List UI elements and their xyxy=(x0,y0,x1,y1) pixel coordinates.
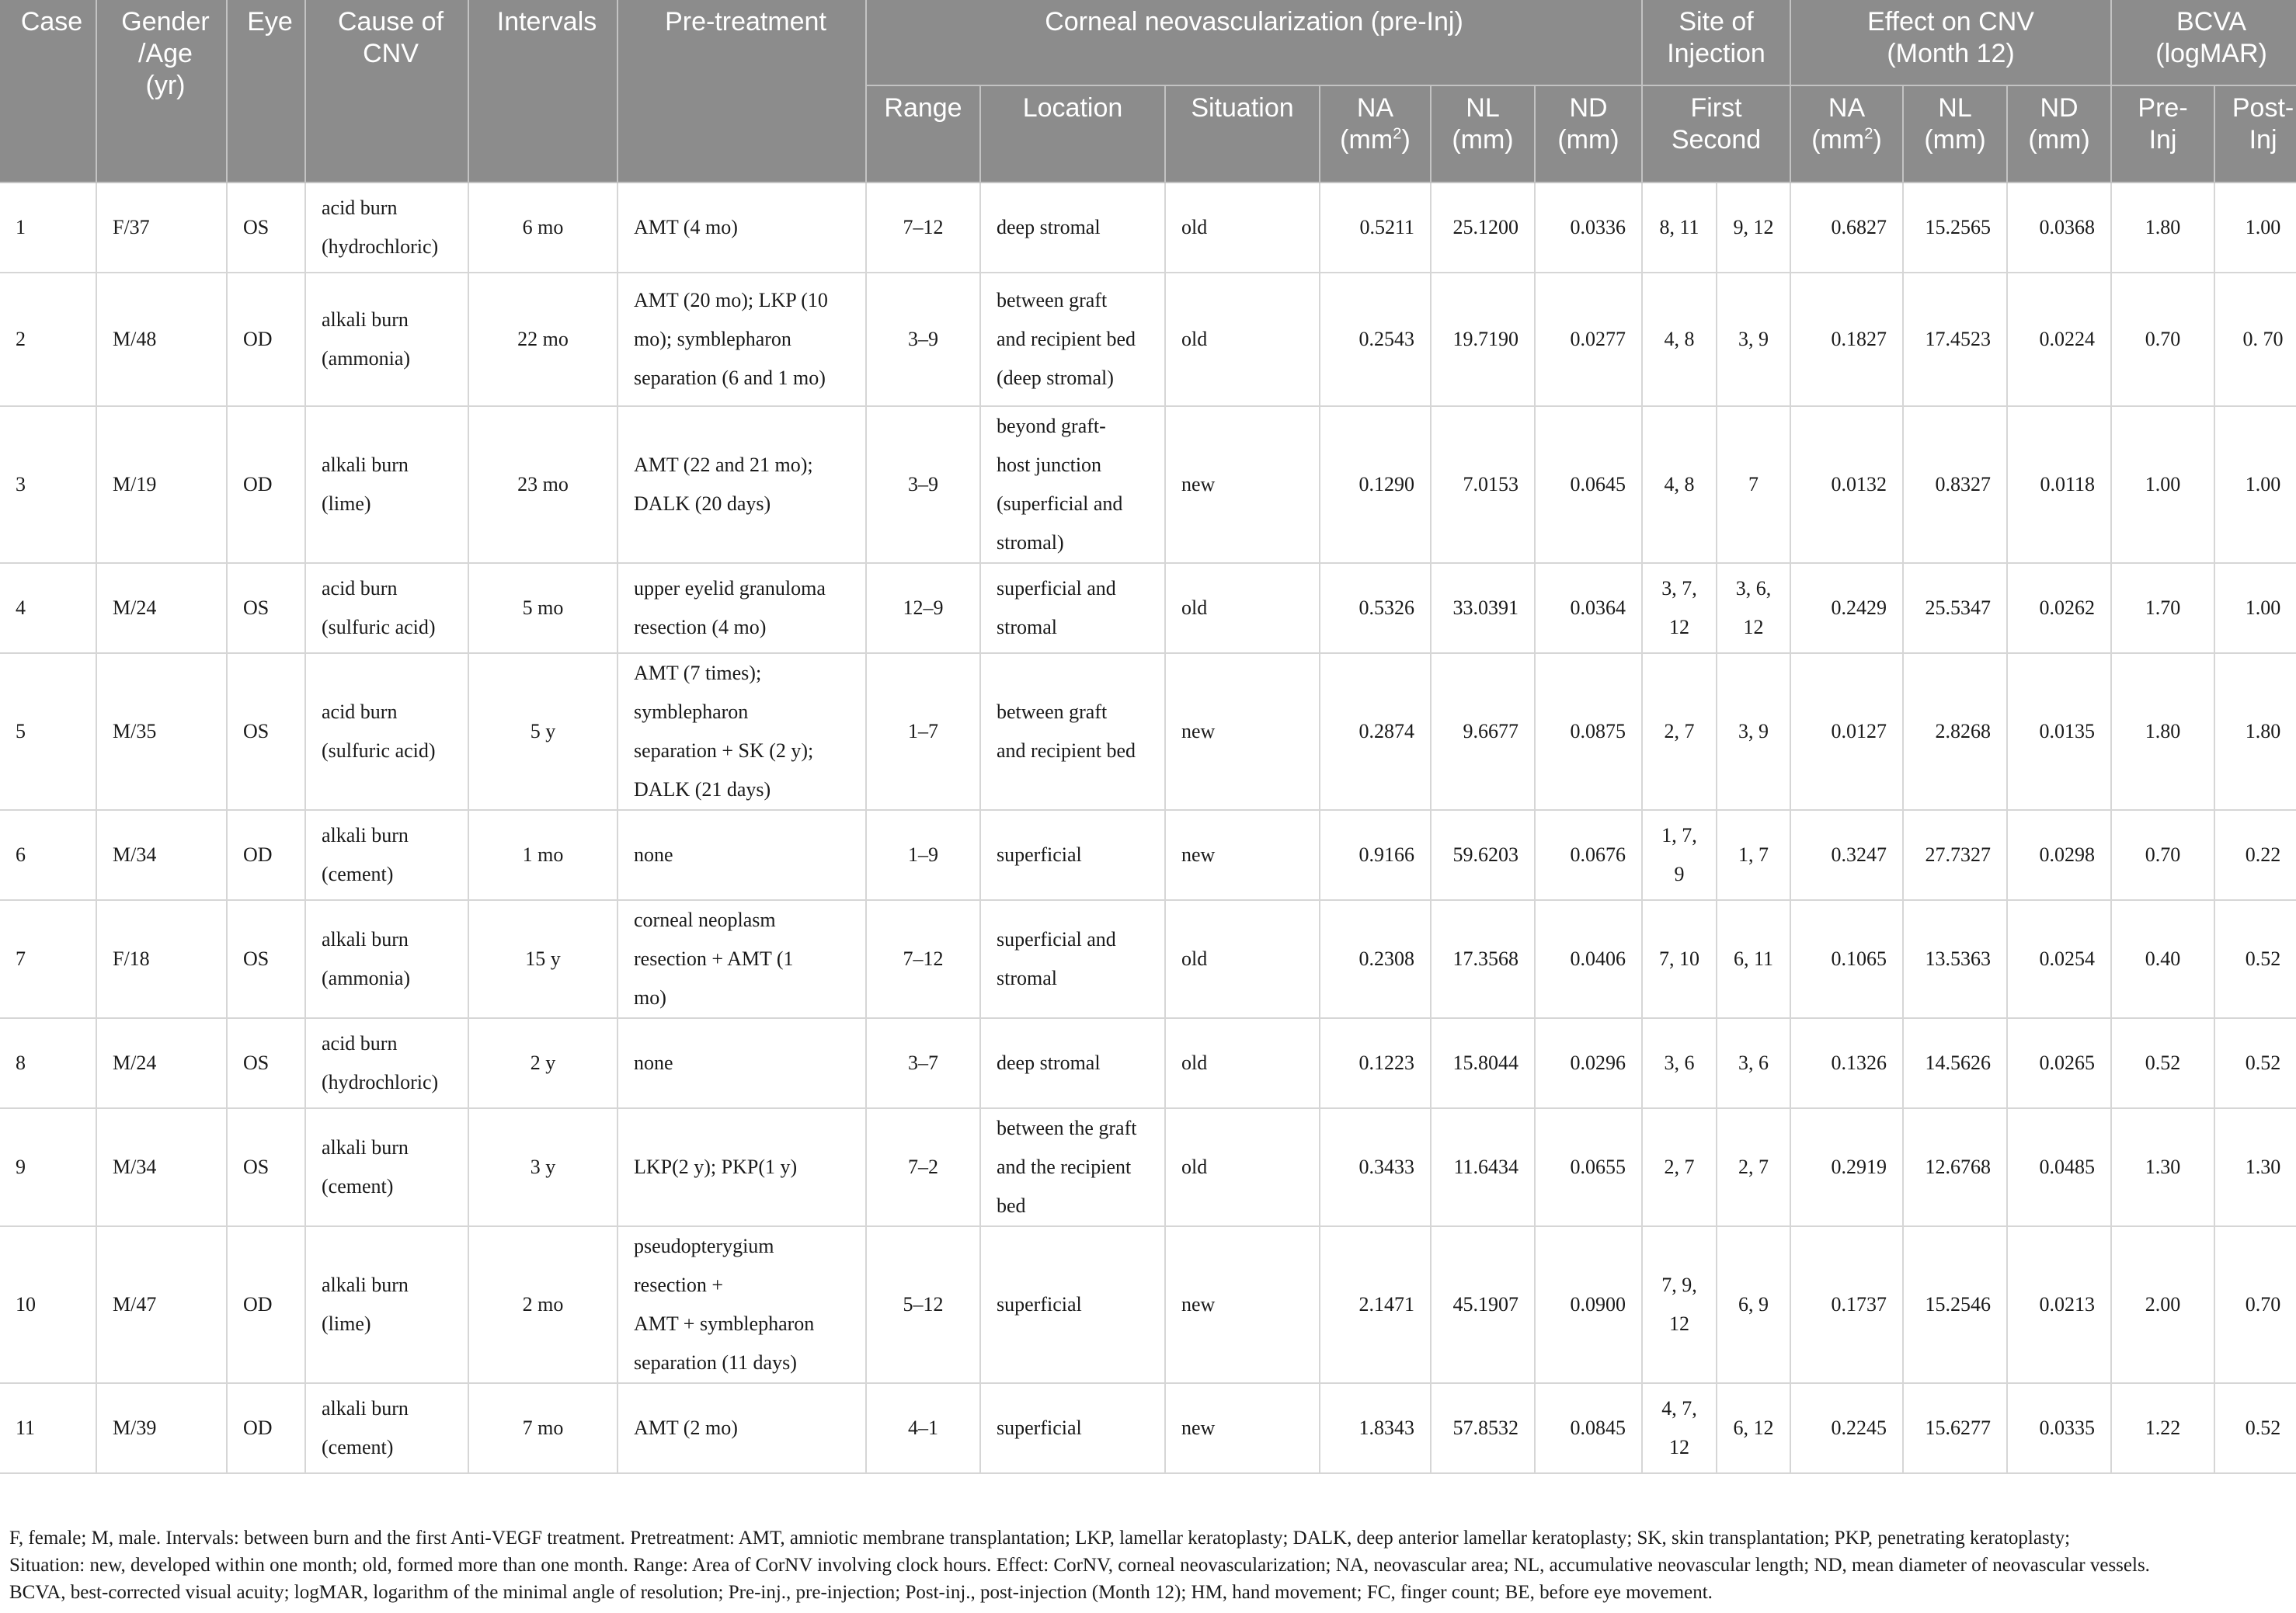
cell-location: deep stromal xyxy=(980,183,1165,273)
cell-site-second: 1, 7 xyxy=(1717,810,1790,900)
cell-situation: new xyxy=(1165,406,1320,563)
cell-pretreatment: AMT (22 and 21 mo); DALK (20 days) xyxy=(617,406,866,563)
cell-eye: OS xyxy=(227,900,305,1018)
cell-range: 5–12 xyxy=(866,1226,980,1383)
cell-nd-month12: 0.0485 xyxy=(2007,1108,2111,1226)
cell-location: superficial xyxy=(980,1383,1165,1473)
cell-site-second: 6, 12 xyxy=(1717,1383,1790,1473)
cell-eye: OD xyxy=(227,1383,305,1473)
cell-intervals: 1 mo xyxy=(468,810,617,900)
cell-case: 9 xyxy=(0,1108,96,1226)
cell-eye: OS xyxy=(227,1018,305,1108)
cell-location: between graft and recipient bed (deep stromal) xyxy=(980,273,1165,406)
cell-bcva-post: 1.00 xyxy=(2214,406,2296,563)
header-bcva: BCVA (logMAR) xyxy=(2111,0,2296,85)
cell-nl: 7.0153 xyxy=(1431,406,1535,563)
cell-na-month12: 0.2245 xyxy=(1790,1383,1903,1473)
cell-cause: alkali burn (ammonia) xyxy=(305,900,468,1018)
cell-nl-month12: 2.8268 xyxy=(1903,653,2007,810)
cell-case: 5 xyxy=(0,653,96,810)
cell-intervals: 22 mo xyxy=(468,273,617,406)
cell-na-month12: 0.1326 xyxy=(1790,1018,1903,1108)
header-intervals: Intervals xyxy=(468,0,617,183)
cell-intervals: 23 mo xyxy=(468,406,617,563)
cell-nl: 17.3568 xyxy=(1431,900,1535,1018)
cell-intervals: 7 mo xyxy=(468,1383,617,1473)
cell-bcva-pre: 1.80 xyxy=(2111,653,2214,810)
cell-bcva-post: 0.52 xyxy=(2214,900,2296,1018)
cell-bcva-post: 1.00 xyxy=(2214,563,2296,653)
cell-nd-month12: 0.0224 xyxy=(2007,273,2111,406)
cell-pretreatment: upper eyelid granuloma resection (4 mo) xyxy=(617,563,866,653)
cell-cause: acid burn (hydrochloric) xyxy=(305,1018,468,1108)
cell-nl: 19.7190 xyxy=(1431,273,1535,406)
cell-bcva-post: 0. 70 xyxy=(2214,273,2296,406)
header-cause: Cause of CNV xyxy=(305,0,468,183)
cell-cause: acid burn (sulfuric acid) xyxy=(305,563,468,653)
cell-location: superficial and stromal xyxy=(980,900,1165,1018)
cell-na-month12: 0.2919 xyxy=(1790,1108,1903,1226)
cell-nl-month12: 15.2565 xyxy=(1903,183,2007,273)
cell-cause: alkali burn (cement) xyxy=(305,810,468,900)
cell-gender-age: M/35 xyxy=(96,653,227,810)
cell-range: 12–9 xyxy=(866,563,980,653)
cell-pretreatment: corneal neoplasm resection + AMT (1 mo) xyxy=(617,900,866,1018)
cell-situation: new xyxy=(1165,810,1320,900)
cell-pretreatment: AMT (4 mo) xyxy=(617,183,866,273)
cell-cause: alkali burn (lime) xyxy=(305,406,468,563)
cell-intervals: 6 mo xyxy=(468,183,617,273)
cell-case: 10 xyxy=(0,1226,96,1383)
cell-nd-month12: 0.0298 xyxy=(2007,810,2111,900)
table-body xyxy=(0,183,2296,1473)
cell-na-month12: 0.0132 xyxy=(1790,406,1903,563)
cell-intervals: 5 mo xyxy=(468,563,617,653)
cell-gender-age: M/48 xyxy=(96,273,227,406)
cell-situation: old xyxy=(1165,900,1320,1018)
cell-eye: OD xyxy=(227,810,305,900)
cell-site-first: 3, 6 xyxy=(1642,1018,1717,1108)
cell-gender-age: M/39 xyxy=(96,1383,227,1473)
cell-range: 7–12 xyxy=(866,900,980,1018)
cell-bcva-pre: 1.30 xyxy=(2111,1108,2214,1226)
cell-na: 0.1290 xyxy=(1320,406,1431,563)
cell-bcva-post: 1.00 xyxy=(2214,183,2296,273)
cell-nl: 59.6203 xyxy=(1431,810,1535,900)
cell-bcva-pre: 1.00 xyxy=(2111,406,2214,563)
table-row xyxy=(0,1018,2296,1108)
header-site-of-injection: Site of Injection xyxy=(1642,0,1790,85)
cell-eye: OD xyxy=(227,1226,305,1383)
cell-site-second: 6, 11 xyxy=(1717,900,1790,1018)
cell-cause: alkali burn (cement) xyxy=(305,1383,468,1473)
cell-na: 0.5326 xyxy=(1320,563,1431,653)
header-first-second: First Second xyxy=(1642,85,1790,183)
cell-na: 0.2308 xyxy=(1320,900,1431,1018)
header-cnv-pre-inj: Corneal neovascularization (pre-Inj) xyxy=(866,0,1642,85)
cell-site-second: 3, 6, 12 xyxy=(1717,563,1790,653)
header-na-month12: NA $(mm^2)$ xyxy=(1790,85,1903,183)
cell-na-month12: 0.0127 xyxy=(1790,653,1903,810)
cell-intervals: 2 y xyxy=(468,1018,617,1108)
cell-nl-month12: 27.7327 xyxy=(1903,810,2007,900)
cell-location: deep stromal xyxy=(980,1018,1165,1108)
cell-case: 6 xyxy=(0,810,96,900)
cell-location: beyond graft- host junction (superficial and stromal) xyxy=(980,406,1165,563)
cell-case: 8 xyxy=(0,1018,96,1108)
cell-range: 1–9 xyxy=(866,810,980,900)
cell-pretreatment: LKP(2 y); PKP(1 y) xyxy=(617,1108,866,1226)
cell-range: 3–9 xyxy=(866,273,980,406)
table-row xyxy=(0,810,2296,900)
cell-nl: 57.8532 xyxy=(1431,1383,1535,1473)
cell-cause: acid burn (hydrochloric) xyxy=(305,183,468,273)
header-pretreatment: Pre-treatment xyxy=(617,0,866,183)
cell-site-first: 3, 7, 12 xyxy=(1642,563,1717,653)
cell-site-first: 1, 7, 9 xyxy=(1642,810,1717,900)
cell-pretreatment: none xyxy=(617,810,866,900)
cell-site-first: 7, 10 xyxy=(1642,900,1717,1018)
cell-range: 7–2 xyxy=(866,1108,980,1226)
cell-nl: 33.0391 xyxy=(1431,563,1535,653)
cell-bcva-pre: 0.70 xyxy=(2111,810,2214,900)
cell-situation: old xyxy=(1165,273,1320,406)
cell-bcva-pre: 1.70 xyxy=(2111,563,2214,653)
cell-site-second: 9, 12 xyxy=(1717,183,1790,273)
header-nl: NL (mm) xyxy=(1431,85,1535,183)
cell-eye: OS xyxy=(227,183,305,273)
header-na: NA $(mm^2)$ xyxy=(1320,85,1431,183)
cell-nl-month12: 25.5347 xyxy=(1903,563,2007,653)
table-row xyxy=(0,1383,2296,1473)
table-row xyxy=(0,563,2296,653)
header-location: Location xyxy=(980,85,1165,183)
cell-case: 2 xyxy=(0,273,96,406)
cell-na-month12: 0.1737 xyxy=(1790,1226,1903,1383)
cell-situation: old xyxy=(1165,183,1320,273)
cell-na: 0.2543 xyxy=(1320,273,1431,406)
cell-eye: OS xyxy=(227,1108,305,1226)
cell-cause: alkali burn (ammonia) xyxy=(305,273,468,406)
table-footnote xyxy=(9,1524,2262,1606)
cell-nd: 0.0296 xyxy=(1535,1018,1642,1108)
cell-site-second: 3, 6 xyxy=(1717,1018,1790,1108)
cell-cause: alkali burn (lime) xyxy=(305,1226,468,1383)
cell-nd: 0.0645 xyxy=(1535,406,1642,563)
header-nd: ND (mm) xyxy=(1535,85,1642,183)
cell-location: superficial xyxy=(980,810,1165,900)
cell-case: 1 xyxy=(0,183,96,273)
cell-na: 0.3433 xyxy=(1320,1108,1431,1226)
cell-situation: old xyxy=(1165,1108,1320,1226)
cell-na-month12: 0.2429 xyxy=(1790,563,1903,653)
cell-intervals: 5 y xyxy=(468,653,617,810)
header-situation: Situation xyxy=(1165,85,1320,183)
footnote-line-3: BCVA, best-corrected visual acuity; logMAR, logarithm of the minimal angle of resolution; Pre-inj., pre-injection; Post-inj., post-injection (Month 12); HM, hand movement; FC, finger count; BE, before eye movement. xyxy=(9,1582,1713,1603)
cell-intervals: 2 mo xyxy=(468,1226,617,1383)
table-row xyxy=(0,1226,2296,1383)
cell-pretreatment: AMT (7 times); symblepharon separation + SK (2 y); DALK (21 days) xyxy=(617,653,866,810)
cell-range: 3–9 xyxy=(866,406,980,563)
cell-site-first: 4, 8 xyxy=(1642,406,1717,563)
cell-site-first: 2, 7 xyxy=(1642,653,1717,810)
cell-location: superficial xyxy=(980,1226,1165,1383)
cell-site-first: 8, 11 xyxy=(1642,183,1717,273)
cell-nl: 25.1200 xyxy=(1431,183,1535,273)
cell-nd: 0.0875 xyxy=(1535,653,1642,810)
cell-na: 0.5211 xyxy=(1320,183,1431,273)
cell-gender-age: F/18 xyxy=(96,900,227,1018)
footnote-line-2: Situation: new, developed within one month; old, formed more than one month. Range: Area of CorNV involving clock hours. Effect: CorNV, corneal neovascularization; NA, neovascular area; NL, accumulative neovascular length; ND, mean diameter of neovascular vessels. xyxy=(9,1555,2150,1576)
cell-gender-age: M/34 xyxy=(96,1108,227,1226)
cell-nl-month12: 15.6277 xyxy=(1903,1383,2007,1473)
cell-nd-month12: 0.0254 xyxy=(2007,900,2111,1018)
table-row xyxy=(0,900,2296,1018)
cell-intervals: 15 y xyxy=(468,900,617,1018)
cell-site-second: 3, 9 xyxy=(1717,653,1790,810)
cell-bcva-post: 0.22 xyxy=(2214,810,2296,900)
cell-na: 2.1471 xyxy=(1320,1226,1431,1383)
cell-bcva-pre: 0.70 xyxy=(2111,273,2214,406)
header-post-inj: Post- Inj xyxy=(2214,85,2296,183)
cell-location: between the graft and the recipient bed xyxy=(980,1108,1165,1226)
cell-pretreatment: none xyxy=(617,1018,866,1108)
cell-situation: old xyxy=(1165,1018,1320,1108)
header-case: Case xyxy=(0,0,96,183)
header-range: Range xyxy=(866,85,980,183)
cell-nd: 0.0676 xyxy=(1535,810,1642,900)
cell-nd: 0.0336 xyxy=(1535,183,1642,273)
cell-situation: new xyxy=(1165,1383,1320,1473)
cell-na-month12: 0.3247 xyxy=(1790,810,1903,900)
cell-na: 0.1223 xyxy=(1320,1018,1431,1108)
cell-range: 7–12 xyxy=(866,183,980,273)
cell-eye: OD xyxy=(227,406,305,563)
cell-nd-month12: 0.0368 xyxy=(2007,183,2111,273)
cell-situation: new xyxy=(1165,653,1320,810)
cell-bcva-post: 0.70 xyxy=(2214,1226,2296,1383)
cell-nl-month12: 15.2546 xyxy=(1903,1226,2007,1383)
cell-location: superficial and stromal xyxy=(980,563,1165,653)
cell-range: 1–7 xyxy=(866,653,980,810)
cell-site-second: 7 xyxy=(1717,406,1790,563)
cell-site-first: 4, 8 xyxy=(1642,273,1717,406)
cell-site-second: 3, 9 xyxy=(1717,273,1790,406)
cell-nd: 0.0406 xyxy=(1535,900,1642,1018)
cell-nd: 0.0655 xyxy=(1535,1108,1642,1226)
table-row xyxy=(0,653,2296,810)
header-effect-on-cnv: Effect on CNV (Month 12) xyxy=(1790,0,2111,85)
cell-nd: 0.0845 xyxy=(1535,1383,1642,1473)
cell-bcva-pre: 2.00 xyxy=(2111,1226,2214,1383)
cell-nl: 15.8044 xyxy=(1431,1018,1535,1108)
cell-range: 4–1 xyxy=(866,1383,980,1473)
table-row xyxy=(0,1108,2296,1226)
header-gender-age: Gender /Age (yr) xyxy=(96,0,227,183)
table-row xyxy=(0,273,2296,406)
cell-nd-month12: 0.0262 xyxy=(2007,563,2111,653)
cell-pretreatment: AMT (20 mo); LKP (10 mo); symblepharon separation (6 and 1 mo) xyxy=(617,273,866,406)
cell-gender-age: M/24 xyxy=(96,563,227,653)
cell-gender-age: M/24 xyxy=(96,1018,227,1108)
cell-gender-age: F/37 xyxy=(96,183,227,273)
table-row xyxy=(0,406,2296,563)
cell-nd: 0.0277 xyxy=(1535,273,1642,406)
cell-na-month12: 0.6827 xyxy=(1790,183,1903,273)
cell-nd: 0.0900 xyxy=(1535,1226,1642,1383)
cell-case: 3 xyxy=(0,406,96,563)
cell-bcva-pre: 0.52 xyxy=(2111,1018,2214,1108)
cell-situation: old xyxy=(1165,563,1320,653)
cell-bcva-pre: 0.40 xyxy=(2111,900,2214,1018)
cell-nd-month12: 0.0135 xyxy=(2007,653,2111,810)
cell-bcva-pre: 1.80 xyxy=(2111,183,2214,273)
cell-na: 0.2874 xyxy=(1320,653,1431,810)
cell-site-second: 2, 7 xyxy=(1717,1108,1790,1226)
cell-nd-month12: 0.0213 xyxy=(2007,1226,2111,1383)
cell-na: 0.9166 xyxy=(1320,810,1431,900)
cell-location: between graft and recipient bed xyxy=(980,653,1165,810)
cell-nd-month12: 0.0118 xyxy=(2007,406,2111,563)
table-row xyxy=(0,183,2296,273)
cell-site-first: 2, 7 xyxy=(1642,1108,1717,1226)
header-nl-month12: NL (mm) xyxy=(1903,85,2007,183)
cell-situation: new xyxy=(1165,1226,1320,1383)
cell-range: 3–7 xyxy=(866,1018,980,1108)
cell-nd: 0.0364 xyxy=(1535,563,1642,653)
cell-nl-month12: 12.6768 xyxy=(1903,1108,2007,1226)
cell-nl: 11.6434 xyxy=(1431,1108,1535,1226)
cell-eye: OD xyxy=(227,273,305,406)
cell-cause: alkali burn (cement) xyxy=(305,1108,468,1226)
cell-bcva-post: 1.30 xyxy=(2214,1108,2296,1226)
cell-case: 11 xyxy=(0,1383,96,1473)
cell-site-first: 7, 9, 12 xyxy=(1642,1226,1717,1383)
cell-site-second: 6, 9 xyxy=(1717,1226,1790,1383)
cell-eye: OS xyxy=(227,563,305,653)
cell-gender-age: M/34 xyxy=(96,810,227,900)
cell-nd-month12: 0.0335 xyxy=(2007,1383,2111,1473)
cell-nl-month12: 17.4523 xyxy=(1903,273,2007,406)
cell-cause: acid burn (sulfuric acid) xyxy=(305,653,468,810)
header-pre-inj: Pre- Inj xyxy=(2111,85,2214,183)
cell-nl-month12: 14.5626 xyxy=(1903,1018,2007,1108)
cell-gender-age: M/47 xyxy=(96,1226,227,1383)
cell-site-first: 4, 7, 12 xyxy=(1642,1383,1717,1473)
cell-pretreatment: pseudopterygium resection + AMT + symblepharon separation (11 days) xyxy=(617,1226,866,1383)
header-nd-month12: ND (mm) xyxy=(2007,85,2111,183)
footnote-line-1: F, female; M, male. Intervals: between burn and the first Anti-VEGF treatment. Pretreatment: AMT, amniotic membrane transplantation; LKP, lamellar keratoplasty; DALK, deep anterior lamellar keratoplasty; SK, skin transplantation; PKP, penetrating keratoplasty; xyxy=(9,1528,2071,1549)
cell-bcva-post: 0.52 xyxy=(2214,1383,2296,1473)
cell-na-month12: 0.1065 xyxy=(1790,900,1903,1018)
cell-case: 4 xyxy=(0,563,96,653)
cell-na-month12: 0.1827 xyxy=(1790,273,1903,406)
cell-nl-month12: 0.8327 xyxy=(1903,406,2007,563)
cell-nl-month12: 13.5363 xyxy=(1903,900,2007,1018)
cell-bcva-post: 0.52 xyxy=(2214,1018,2296,1108)
cell-nd-month12: 0.0265 xyxy=(2007,1018,2111,1108)
cell-na: 1.8343 xyxy=(1320,1383,1431,1473)
cell-case: 7 xyxy=(0,900,96,1018)
cell-intervals: 3 y xyxy=(468,1108,617,1226)
cell-bcva-pre: 1.22 xyxy=(2111,1383,2214,1473)
cell-nl: 9.6677 xyxy=(1431,653,1535,810)
header-eye: Eye xyxy=(227,0,305,183)
cell-pretreatment: AMT (2 mo) xyxy=(617,1383,866,1473)
cell-nl: 45.1907 xyxy=(1431,1226,1535,1383)
cell-eye: OS xyxy=(227,653,305,810)
cell-bcva-post: 1.80 xyxy=(2214,653,2296,810)
cell-gender-age: M/19 xyxy=(96,406,227,563)
